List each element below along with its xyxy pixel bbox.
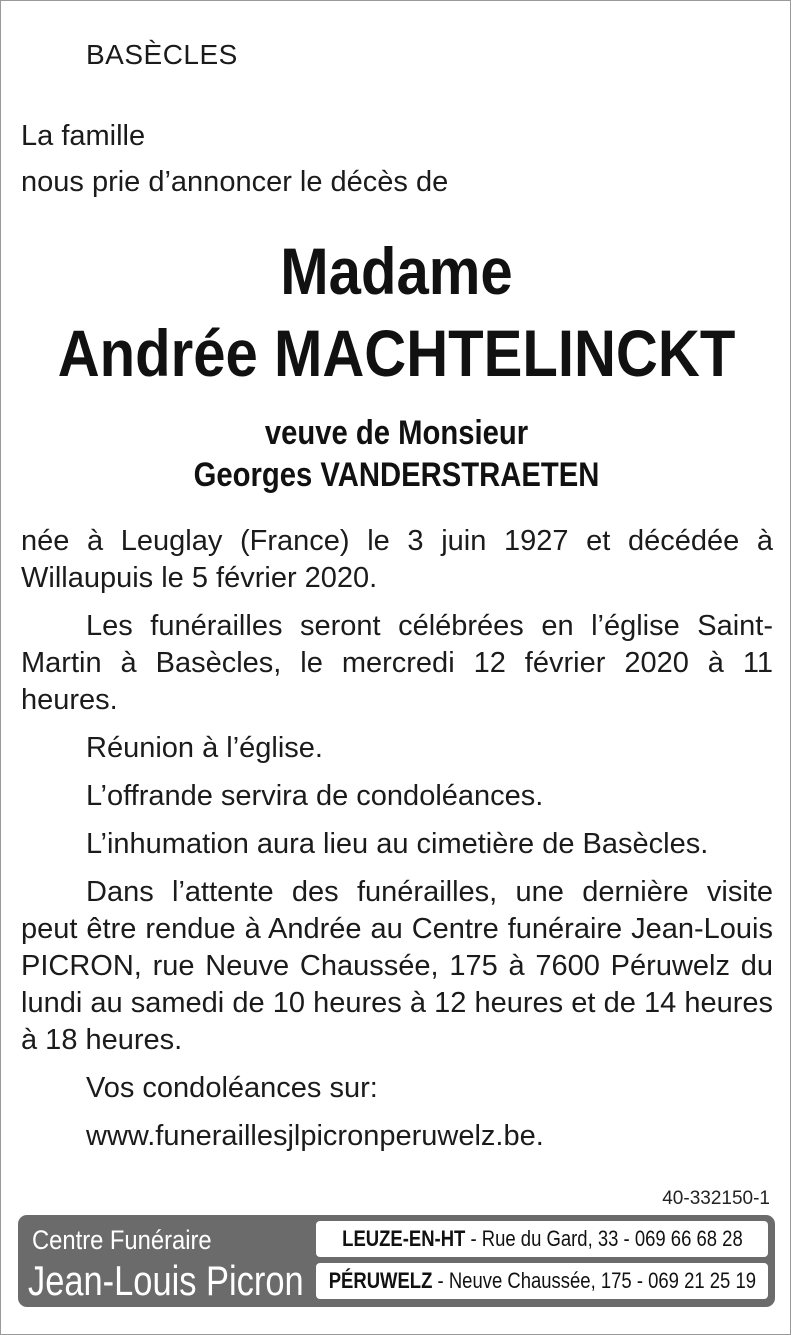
intro-text	[21, 113, 448, 205]
condolences-website-link[interactable]: www.funeraillesjlpicronperuwelz.be.	[86, 1120, 544, 1152]
address-peruwelz	[316, 1263, 768, 1299]
funeral-paragraph: Les funérailles seront célébrées en l’église Saint-Martin à Basècles, le mercredi 12 février 2020 à 11 heures.	[21, 610, 773, 716]
deceased-name: Andrée MACHTELINCKT	[57, 316, 736, 390]
address-peruwelz-city: PÉRUWELZ	[328, 1268, 433, 1293]
birth-death-paragraph: née à Leuglay (France) le 3 juin 1927 et décédée à Willaupuis le 5 février 2020.	[21, 525, 773, 594]
address-leuze	[316, 1221, 768, 1257]
intro-line-1: La famille	[21, 120, 146, 152]
widow-line-2: Georges VANDERSTRAETEN	[193, 456, 600, 494]
widow-line-1: veuve de Monsieur	[264, 414, 529, 452]
town-heading: BASÈCLES	[86, 39, 238, 70]
deceased-title: Madame	[280, 234, 513, 308]
meeting-paragraph: Réunion à l’église.	[86, 732, 323, 764]
notice-body	[21, 523, 773, 1166]
funeral-home-banner	[18, 1215, 775, 1307]
offering-paragraph: L’offrande servira de condoléances.	[86, 780, 544, 812]
funeral-home-name: Jean-Louis Picron	[28, 1257, 304, 1304]
address-peruwelz-details: - Neuve Chaussée, 175 - 069 21 25 19	[432, 1268, 756, 1293]
reference-number: 40-332150-1	[662, 1188, 770, 1209]
visit-paragraph: Dans l’attente des funérailles, une dernière visite peut être rendue à Andrée au Centre funéraire Jean-Louis PICRON, rue Neuve Chaussée, 175 à 7600 Péruwelz du lundi au samedi de 10 heures à 12 heures et de 14 heures à 18 heures.	[21, 876, 773, 1056]
intro-line-2: nous prie d’annoncer le décès de	[21, 166, 449, 198]
address-leuze-city: LEUZE-EN-HT	[341, 1226, 465, 1251]
address-leuze-details: - Rue du Gard, 33 - 069 66 68 28	[464, 1226, 743, 1251]
funeral-home-label: Centre Funéraire	[32, 1225, 212, 1255]
condolences-paragraph: Vos condoléances sur:	[86, 1072, 378, 1104]
burial-paragraph: L’inhumation aura lieu au cimetière de Basècles.	[86, 828, 709, 860]
